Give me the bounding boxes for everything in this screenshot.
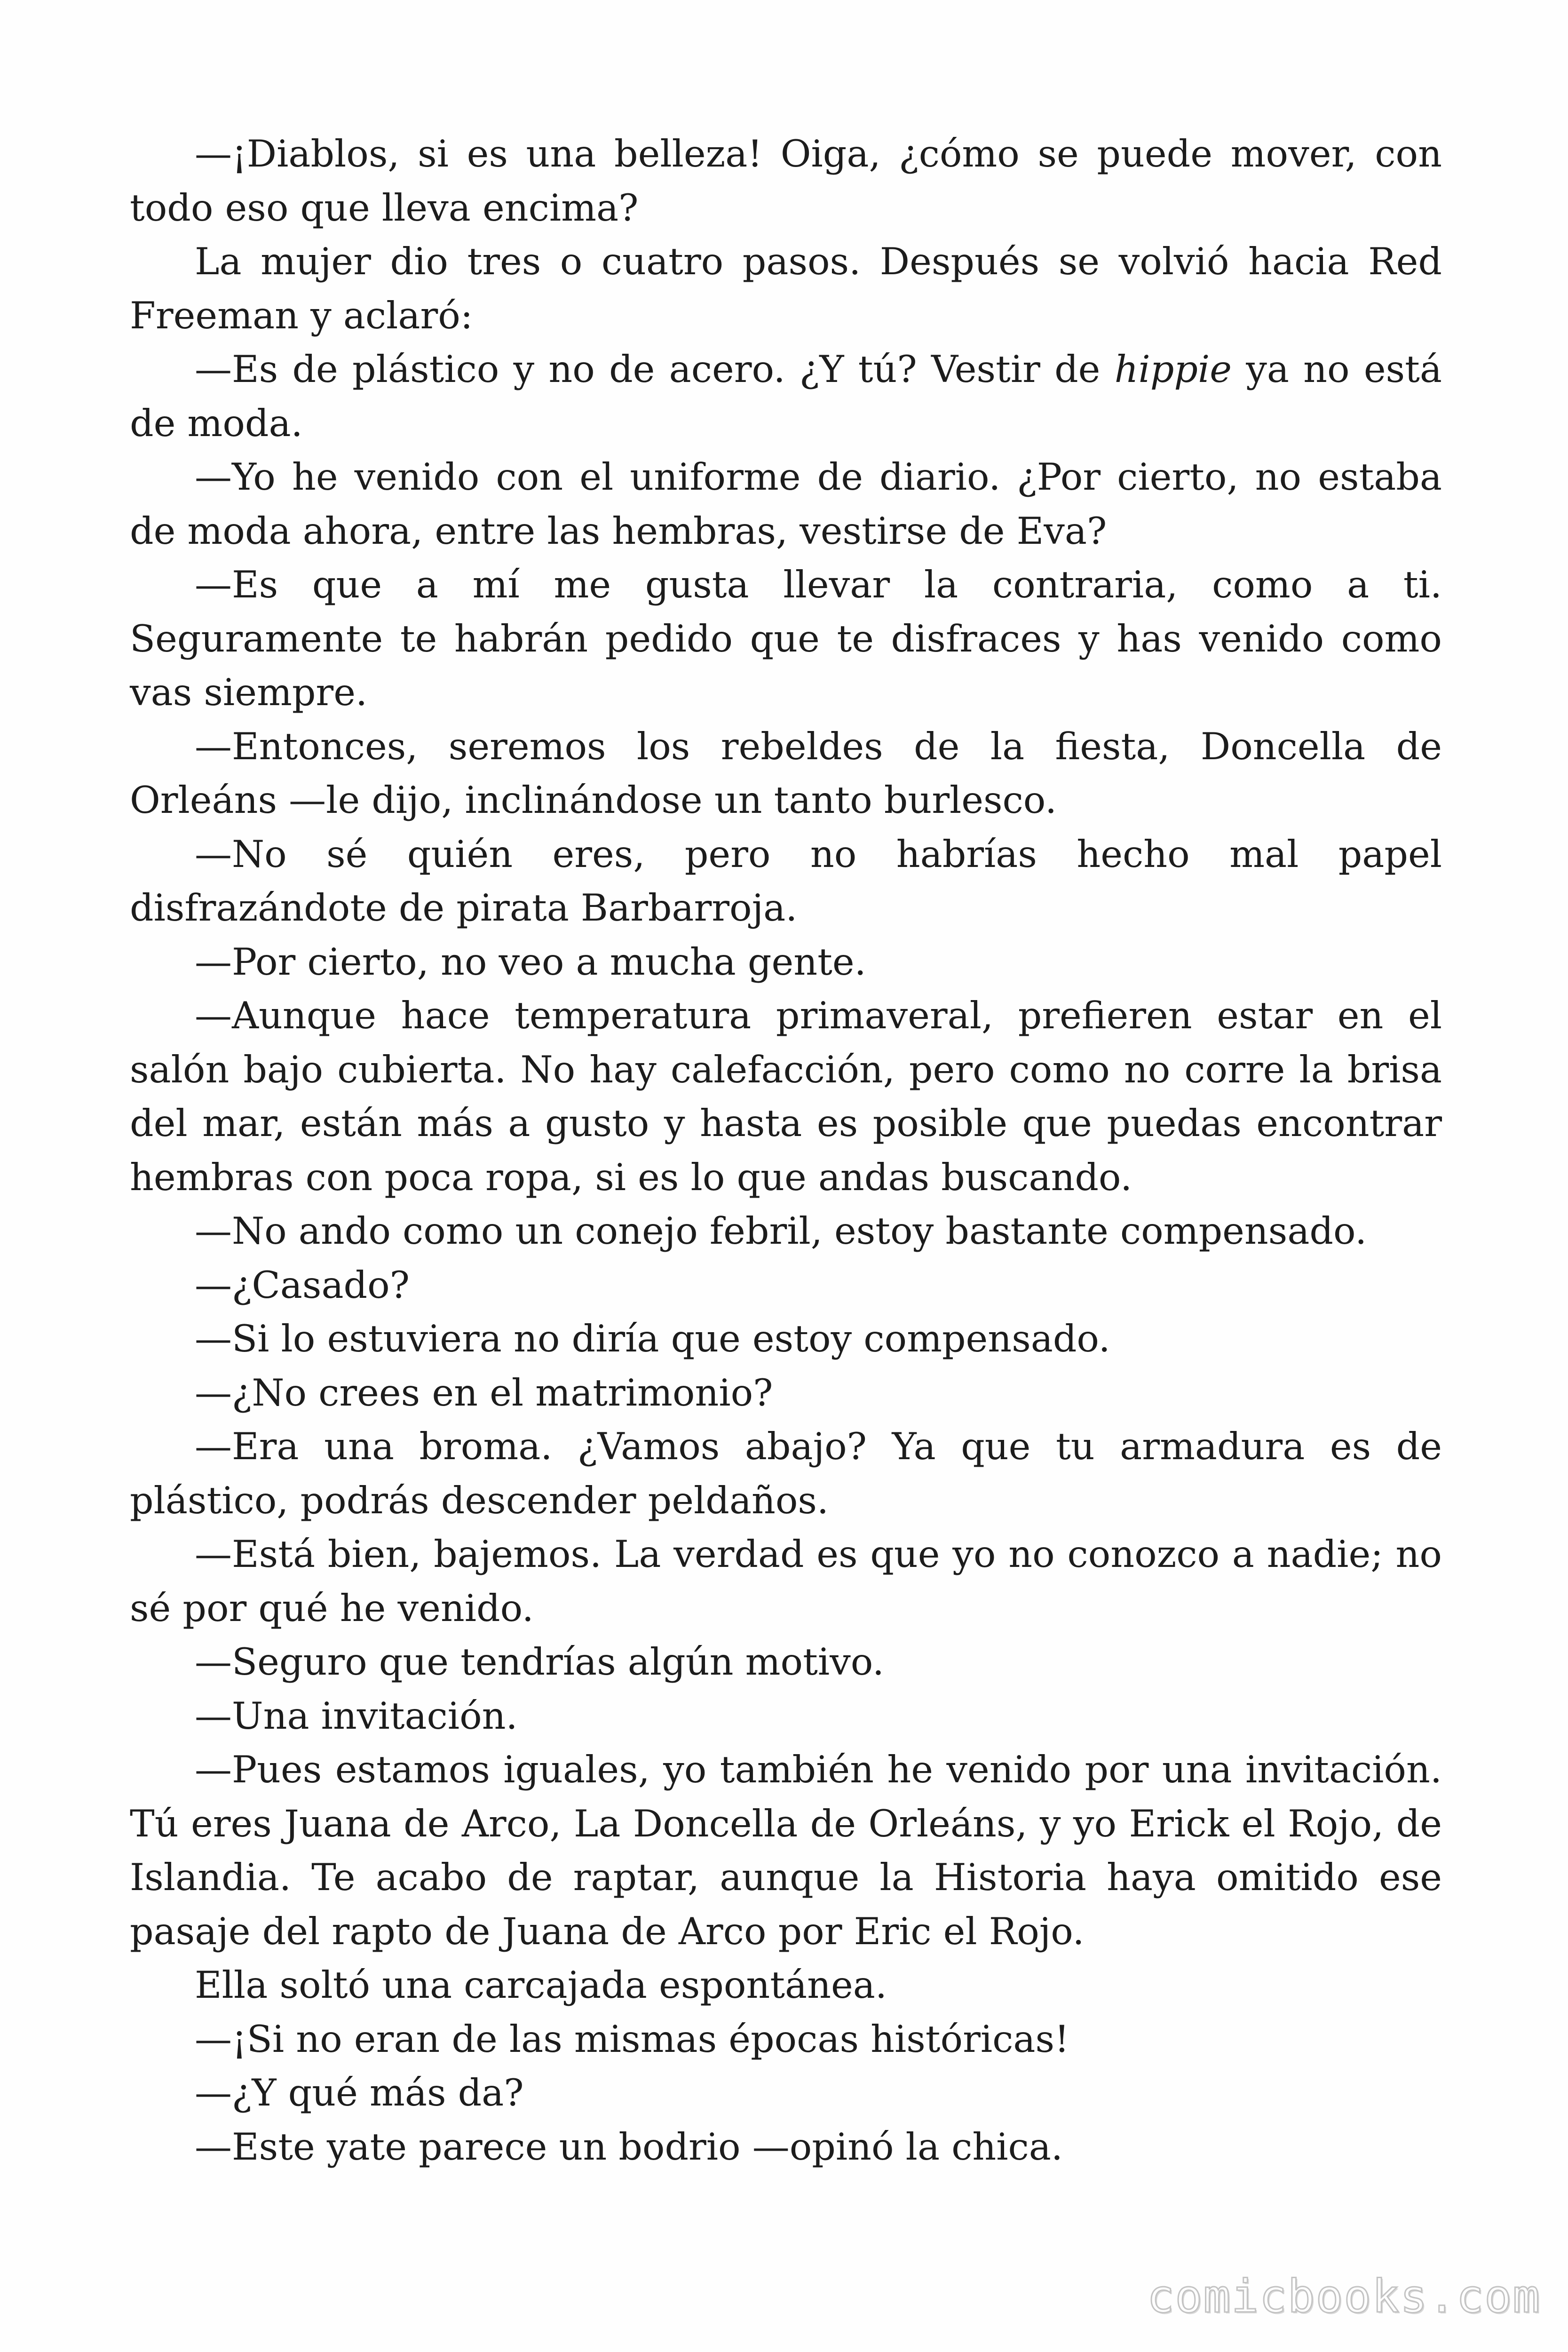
paragraph-3-end: ya no está de moda. [130,348,1442,445]
paragraph-16: —Seguro que tendrías algún motivo. [195,1640,885,1684]
paragraph-5: —Es que a mí me gusta llevar la contraria, como a ti. Seguramente te habrán pedido que te disfraces y has venido como vas siempre. [130,563,1442,714]
paragraph-14: —Era una broma. ¿Vamos abajo? Ya que tu armadura es de plástico, podrás descender peldaños. [130,1425,1442,1522]
paragraph-8: —Por cierto, no veo a mucha gente. [195,940,866,984]
paragraph-9: —Aunque hace temperatura primaveral, prefieren estar en el salón bajo cubierta. No hay calefacción, pero como no corre la brisa del mar, están más a gusto y hasta es posible que puedas encontrar hembras con poca ropa, si es lo que andas buscando. [130,994,1442,1199]
paragraph-3 [130,342,1442,450]
paragraph-13: —¿No crees en el matrimonio? [195,1371,773,1414]
paragraph-7: —No sé quién eres, pero no habrías hecho mal papel disfrazándote de pirata Barbarroja. [130,832,1442,930]
paragraph-3-start: —Es de plástico y no de acero. ¿Y tú? Vestir de [195,348,1115,391]
paragraph-21: —¿Y qué más da? [195,2071,524,2114]
paragraph-22: —Este yate parece un bodrio —opinó la chica. [195,2125,1063,2169]
watermark: comicbooks.com [1147,2270,1541,2323]
paragraph-11: —¿Casado? [195,1263,410,1307]
paragraph-20: —¡Si no eran de las mismas épocas históricas! [195,2017,1069,2061]
paragraph-18: —Pues estamos iguales, yo también he venido por una invitación. Tú eres Juana de Arco, La Doncella de Orleáns, y yo Erick el Rojo, de Islandia. Te acabo de raptar, aunque la Historia haya omitido ese pasaje del rapto de Juana de Arco por Eric el Rojo. [130,1748,1442,1953]
paragraph-15: —Está bien, bajemos. La verdad es que yo no conozco a nadie; no sé por qué he venido. [130,1533,1442,1630]
paragraph-6: —Entonces, seremos los rebeldes de la fiesta, Doncella de Orleáns —le dijo, inclinándose un tanto burlesco. [130,724,1442,822]
body-text [130,127,1442,2174]
paragraph-4: —Yo he venido con el uniforme de diario. ¿Por cierto, no estaba de moda ahora, entre las hembras, vestirse de Eva? [130,455,1442,553]
paragraph-12: —Si lo estuviera no diría que estoy compensado. [195,1317,1110,1360]
paragraph-2: La mujer dio tres o cuatro pasos. Después se volvió hacia Red Freeman y aclaró: [130,240,1442,337]
paragraph-17: —Una invitación. [195,1694,518,1738]
paragraph-19: Ella soltó una carcajada espontánea. [195,1963,887,2007]
paragraph-10: —No ando como un conejo febril, estoy bastante compensado. [195,1209,1367,1253]
italic-word: hippie [1114,348,1232,391]
paragraph-1: —¡Diablos, si es una belleza! Oiga, ¿cómo se puede mover, con todo eso que lleva encima? [130,132,1442,230]
